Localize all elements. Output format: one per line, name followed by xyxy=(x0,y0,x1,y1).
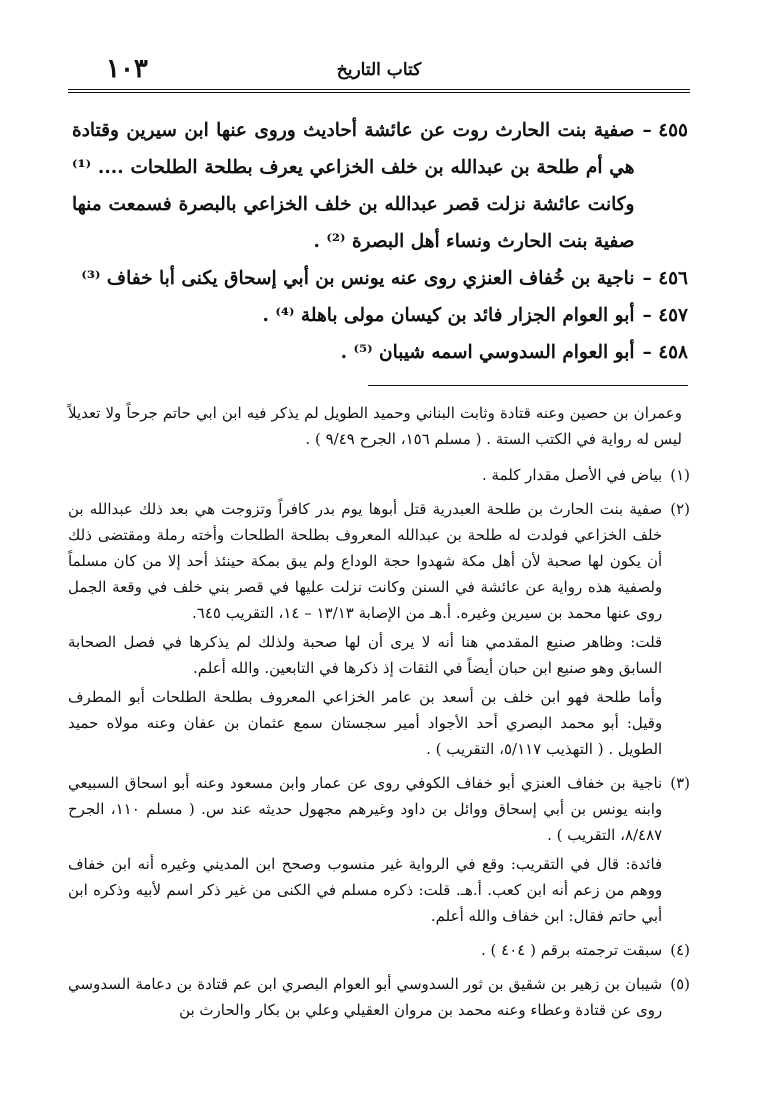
entry xyxy=(72,334,688,371)
footnote-continuation: وعمران بن حصين وعنه قتادة وثابت البناني وحميد الطويل لم يذكر فيه ابن ابي حاتم جرحاً ولا تعديلاً ليس له رواية في الكتب الستة . ( مسلم ١٥٦، الجرح ٩/٤٩ ) . xyxy=(68,404,682,448)
footnote-paragraph: فائدة: قال في التقريب: وقع في الرواية غير منسوب وصحح ابن المديني وغيره أنه ابن خفاف ووهم من زعم أنه ابن كعب. أ.هـ. قلت: ذكره مسلم في الكنى من غير ذكر اسم لأبيه وذكره ابن أبي حاتم فقال: ابن خفاف والله أعلم. xyxy=(68,855,663,925)
footnote-body xyxy=(68,770,662,929)
footnote xyxy=(68,462,690,488)
footnote-number: (٣) xyxy=(670,774,690,792)
entry-number: ٤٥٥ – xyxy=(642,120,688,141)
footnote-body xyxy=(68,462,662,488)
page-number: ١٠٣ xyxy=(106,54,148,84)
footnote-separator xyxy=(368,385,688,386)
entry-text: أبو العوام السدوسي اسمه شيبان ⁽⁵⁾ . xyxy=(340,342,635,363)
footnote xyxy=(68,770,690,929)
footnote-paragraph: سبقت ترجمته برقم ( ٤٠٤ ) . xyxy=(480,941,663,959)
footnote-paragraph: وأما طلحة فهو ابن خلف بن أسعد بن عامر الخزاعي المعروف بطلحة الطلحات أبو المطرف وقيل: أبو محمد البصري أحد الأجواد أمير سجستان سمع عثمان بن عفان وعنه مولاه حميد الطويل . ( التهذيب ٥/١١٧، التقريب ) . xyxy=(68,688,663,758)
entry-number: ٤٥٨ – xyxy=(642,342,688,363)
footnote-body xyxy=(68,937,662,963)
footnote-body xyxy=(68,971,662,1023)
header-rule xyxy=(68,89,690,93)
entry-text: صفية بنت الحارث روت عن عائشة أحاديث وروى عنها ابن سيرين وقتادة هي أم طلحة بن عبدالله بن خلف الخزاعي يعرف بطلحة الطلحات .... ⁽¹⁾ وكانت عائشة نزلت قصر عبدالله بن خلف الخزاعي بالبصرة فسمعت منها صفية بنت الحارث ونساء أهل البصرة ⁽²⁾ . xyxy=(72,120,635,252)
footnote-number: (٢) xyxy=(670,500,690,518)
entry xyxy=(72,260,688,297)
footnote-paragraph: صفية بنت الحارث بن طلحة العبدرية قتل أبوها يوم بدر كافراً وتزوجت هي بعد ذلك عبدالله بن خلف الخزاعي فولدت له طلحة بن عبدالله المعروف بطلحة الطلحات وأخته رملة ومقتضى ذلك أن يكون لها صحبة لأن أهل مكة شهدوا حجة الوداع ولم يبق بمكة حينئذ أحد إلا من كان مسلماً ولصفية هذه رواية عن عائشة في السنن وكانت نزلت عليها في قصر بني خلف في وقعة الجمل روى عنها محمد بن سيرين وغيره. أ.هـ من الإصابة ١٣/١٣ – ١٤، التقريب ٦٤٥. xyxy=(68,500,663,622)
entry xyxy=(72,297,688,334)
footnote-body xyxy=(68,496,662,762)
footnote-paragraph: قلت: وظاهر صنيع المقدمي هنا أنه لا يرى أن لها صحبة ولذلك لم يذكرها في فصل الصحابة السابق وهو صنيع ابن حبان أيضاً في الثقات إذ ذكرها في التابعين. والله أعلم. xyxy=(68,633,663,677)
footnote-paragraph: شيبان بن زهير بن شقيق بن ثور السدوسي أبو العوام البصري ابن عم قتادة بن دعامة السدوسي روى عن قتادة وعطاء وعنه محمد بن مروان العقيلي وعلي بن بكار والحارث بن xyxy=(68,975,663,1019)
main-text xyxy=(72,112,688,371)
entry-text: ناجية بن خُفاف العنزي روى عنه يونس بن أبي إسحاق يكنى أبا خفاف ⁽³⁾ xyxy=(81,268,635,289)
footnote-number: (٥) xyxy=(670,975,690,993)
footnote xyxy=(68,971,690,1023)
footnote-number: (٤) xyxy=(670,941,690,959)
footnote-paragraph: ناجية بن خفاف العنزي أبو خفاف الكوفي روى عن عمار وابن مسعود وعنه أبو اسحاق السبيعي وابنه يونس بن أبي إسحاق ووائل بن داود وغيرهم مجهول حديثه عند س. ( مسلم ١١٠، الجرح ٨/٤٨٧، التقريب ) . xyxy=(68,774,663,844)
entry-number: ٤٥٦ – xyxy=(642,268,688,289)
entry-number: ٤٥٧ – xyxy=(642,305,688,326)
entry-text: أبو العوام الجزار فائد بن كيسان مولى باهلة ⁽⁴⁾ . xyxy=(262,305,635,326)
footnote xyxy=(68,937,690,963)
footnotes xyxy=(68,400,690,1031)
footnote-paragraph: بياض في الأصل مقدار كلمة . xyxy=(481,466,663,484)
footnote xyxy=(68,496,690,762)
page-header xyxy=(68,52,690,88)
footnote-number: (١) xyxy=(670,466,690,484)
running-title: كتاب التاريخ xyxy=(336,60,422,80)
entry xyxy=(72,112,688,260)
